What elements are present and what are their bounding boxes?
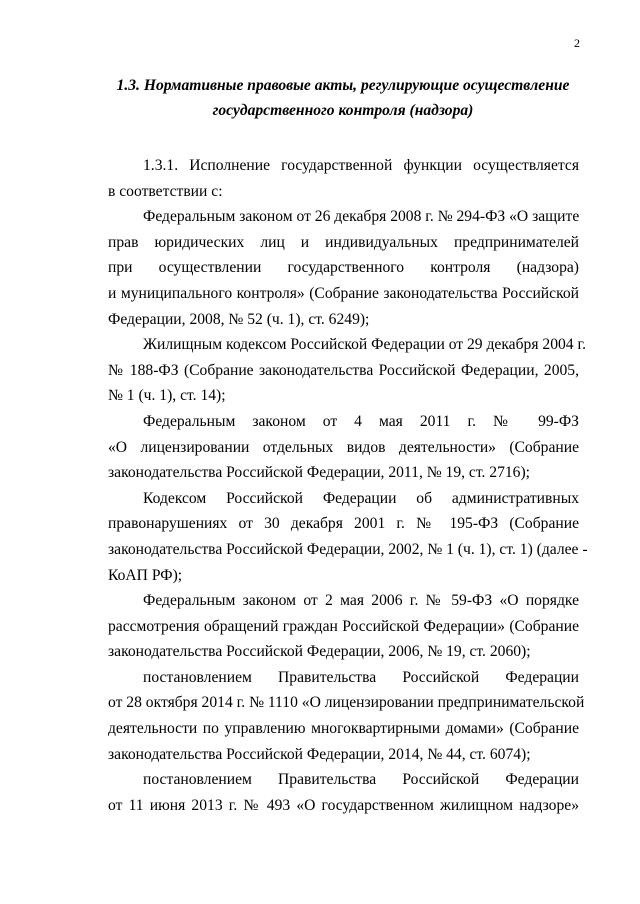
paragraph-line: в соответствии с: — [108, 182, 223, 200]
paragraph — [108, 486, 588, 588]
paragraph-line: постановлением Правительства Российской Федерации — [143, 771, 579, 789]
paragraph — [108, 665, 585, 767]
paragraph-line: № 188-ФЗ (Собрание законодательства Российской Федерации, 2005, — [108, 361, 579, 379]
paragraph-line: Федеральным законом от 26 декабря 2008 г. № 294-ФЗ «О защите — [143, 208, 580, 226]
paragraph-line: Жилищным кодексом Российской Федерации от 29 декабря 2004 г. — [143, 336, 587, 354]
paragraph-line: 1.3.1. Исполнение государственной функции осуществляется — [143, 157, 579, 174]
section-heading-line-1: 1.3. Нормативные правовые акты, регулирующие осуществление — [116, 77, 570, 94]
paragraph-line: № 1 (ч. 1), ст. 14); — [108, 387, 226, 405]
paragraph-line: правонарушениях от 30 декабря 2001 г. № 195-ФЗ (Собрание — [108, 515, 579, 533]
paragraph-line: деятельности по управлению многоквартирными домами» (Собрание — [108, 720, 579, 738]
paragraph-line: «О лицензировании отдельных видов деятельности» (Собрание — [108, 438, 579, 456]
paragraph-line: от 28 октября 2014 г. № 1110 «О лицензировании предпринимательской — [108, 694, 585, 712]
paragraph-line: Федеральным законом от 2 мая 2006 г. № 59-ФЗ «О порядке — [143, 592, 579, 610]
paragraph — [108, 332, 587, 409]
paragraph-line: постановлением Правительства Российской Федерации — [143, 668, 579, 686]
page-number: 2 — [574, 36, 580, 50]
paragraph-line: прав юридических лиц и индивидуальных предпринимателей — [108, 233, 579, 251]
paragraph-line: законодательства Российской Федерации, 2002, № 1 (ч. 1), ст. 1) (далее - — [108, 540, 588, 558]
paragraph-line: от 11 июня 2013 г. № 493 «О государственном жилищном надзоре» — [108, 796, 579, 814]
paragraph-line: Федерации, 2008, № 52 (ч. 1), ст. 6249); — [108, 310, 370, 328]
paragraph-line: законодательства Российской Федерации, 2006, № 19, ст. 2060); — [108, 643, 531, 661]
paragraph-line: Федеральным законом от 4 мая 2011 г. № 99-ФЗ — [143, 412, 579, 430]
paragraph-line: Кодексом Российской Федерации об административных — [143, 489, 579, 507]
paragraph — [108, 767, 579, 818]
paragraph-line: законодательства Российской Федерации, 2011, № 19, ст. 2716); — [108, 464, 530, 482]
paragraph — [108, 588, 579, 665]
paragraph — [108, 204, 579, 332]
paragraph-line: рассмотрения обращений граждан Российской Федерации» (Собрание — [108, 617, 579, 635]
document-body — [108, 153, 588, 818]
paragraph — [108, 153, 579, 204]
paragraph-line: законодательства Российской Федерации, 2014, № 44, ст. 6074); — [108, 745, 531, 763]
paragraph — [108, 409, 579, 486]
section-heading — [108, 73, 578, 123]
section-heading-line-2: государственного контроля (надзора) — [212, 102, 474, 119]
paragraph-line: и муниципального контроля» (Собрание законодательства Российской — [108, 284, 579, 302]
paragraph-line: при осуществлении государственного контроля (надзора) — [108, 259, 579, 277]
paragraph-line: КоАП РФ); — [108, 566, 183, 584]
